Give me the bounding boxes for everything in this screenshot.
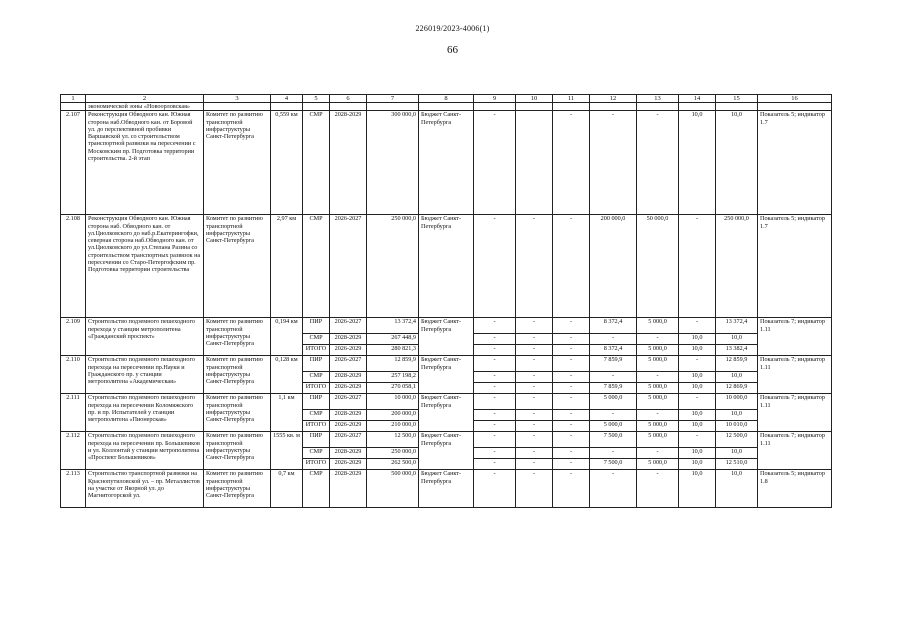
cell-c12: 7 500,0 [590, 459, 637, 470]
cell-c14: - [679, 215, 716, 318]
cell-c15: 13 382,4 [716, 345, 758, 356]
cell-c13: 50 000,0 [637, 215, 679, 318]
cell-period: 2026-2029 [330, 459, 367, 470]
cell-total: 257 198,2 [367, 372, 419, 383]
cell-c12: - [590, 470, 637, 508]
cell-period: 2026-2027 [330, 318, 367, 334]
cell-c11: - [553, 345, 590, 356]
cell-work-type: ПИР [303, 356, 330, 372]
cell-c13: 5 000,0 [637, 432, 679, 448]
cell-work-type: ИТОГО [303, 459, 330, 470]
cell-c12: 8 372,4 [590, 318, 637, 334]
cell-c11: - [553, 421, 590, 432]
cell-c14: 10,0 [679, 421, 716, 432]
cell-length: 1555 кв. м [271, 432, 303, 470]
cell-name: Строительство транспортной развязки на Краснопутиловской ул. – пр. Металлистов на участке от Якорной ул. до Магнитогорской ул. [86, 470, 204, 508]
cell-work-type: ИТОГО [303, 421, 330, 432]
cell-c15: 10 010,0 [716, 421, 758, 432]
column-header: 9 [474, 95, 516, 103]
program-row [61, 470, 832, 508]
cell-c10: - [516, 318, 553, 334]
cell-c10: - [516, 383, 553, 394]
cell-c13: 5 000,0 [637, 383, 679, 394]
cell-c10: - [516, 421, 553, 432]
program-row [61, 111, 832, 215]
cell-num: 2.113 [61, 470, 86, 508]
cell-name: Строительство подземного пешеходного перехода на пересечении пр. Большевиков и ул. Коллонтай у станции метрополитена «Проспект Большевиков» [86, 432, 204, 470]
cell-c15: 10,0 [716, 334, 758, 345]
program-row [61, 318, 832, 334]
document-id: 226019/2023-4006(1) [415, 24, 490, 33]
cell-indicator: Показатель 5; индикатор 1.8 [758, 470, 832, 508]
cell-c9: - [474, 356, 516, 372]
cell-period: 2028-2029 [330, 448, 367, 459]
cell-length: 0,194 км [271, 318, 303, 356]
cell-period: 2026-2027 [330, 432, 367, 448]
cell-indicator: Показатель 5; индикатор 1.7 [758, 111, 832, 215]
cell-num [61, 103, 86, 111]
cell-total: 267 448,9 [367, 334, 419, 345]
cell-c15: 10 000,0 [716, 394, 758, 410]
cell-organization: Комитет по развитию транспортной инфраструктуры Санкт-Петербурга [204, 394, 271, 432]
cell-work-type: СМР [303, 111, 330, 215]
cell-c11: - [553, 470, 590, 508]
column-header: 5 [303, 95, 330, 103]
cell-c15: 12 859,9 [716, 356, 758, 372]
cell-c14: 10,0 [679, 470, 716, 508]
cell-total: 250 000,0 [367, 215, 419, 318]
cell-c14: - [679, 318, 716, 334]
cell-c14: 10,0 [679, 111, 716, 215]
cell-length: 0,7 км [271, 470, 303, 508]
cell-c13: - [637, 470, 679, 508]
column-header: 2 [86, 95, 204, 103]
cell-c13: 5 000,0 [637, 356, 679, 372]
cell-c12: 7 859,9 [590, 383, 637, 394]
cell-c11: - [553, 383, 590, 394]
cell-work-type: СМР [303, 215, 330, 318]
cell-indicator: Показатель 7; индикатор 1.11 [758, 318, 832, 356]
cell-indicator: Показатель 7; индикатор 1.11 [758, 432, 832, 470]
cell-c11: - [553, 410, 590, 421]
column-header: 1 [61, 95, 86, 103]
cell-total: 12 859,9 [367, 356, 419, 372]
cell-c14: 10,0 [679, 410, 716, 421]
cell-c10: - [516, 356, 553, 372]
cell-total: 200 000,0 [367, 410, 419, 421]
cell-num: 2.110 [61, 356, 86, 394]
cell-c11: - [553, 318, 590, 334]
cell-source: Бюджет Санкт-Петербурга [419, 215, 474, 318]
cell-source: Бюджет Санкт-Петербурга [419, 356, 474, 394]
cell-name: экономической зоны «Новоорловская» [86, 103, 204, 111]
cell-work-type: СМР [303, 410, 330, 421]
cell-work-type: ИТОГО [303, 345, 330, 356]
cell-source: Бюджет Санкт-Петербурга [419, 470, 474, 508]
cell-num: 2.109 [61, 318, 86, 356]
program-row [61, 432, 832, 448]
cell-c9: - [474, 111, 516, 215]
column-header: 8 [419, 95, 474, 103]
cell-indicator: Показатель 7; индикатор 1.11 [758, 356, 832, 394]
cell-c9: - [474, 318, 516, 334]
column-header: 13 [637, 95, 679, 103]
cell-c9: - [474, 470, 516, 508]
cell-organization: Комитет по развитию транспортной инфраструктуры Санкт-Петербурга [204, 111, 271, 215]
cell-indicator: Показатель 7; индикатор 1.11 [758, 394, 832, 432]
cell-c15: 12 510,0 [716, 459, 758, 470]
cell-name: Строительство подземного пешеходного перехода на пересечении пр.Науки и Гражданского пр. у станции метрополитена «Академическая» [86, 356, 204, 394]
cell-c12: 7 500,0 [590, 432, 637, 448]
cell-c10 [516, 111, 553, 215]
cell-num: 2.111 [61, 394, 86, 432]
cell-c12: - [590, 448, 637, 459]
cell-c10: - [516, 470, 553, 508]
cell-total: 12 500,0 [367, 432, 419, 448]
cell-c9: - [474, 432, 516, 448]
cell-c13: 5 000,0 [637, 421, 679, 432]
cell-c9: - [474, 345, 516, 356]
cell-c9: - [474, 383, 516, 394]
column-header: 11 [553, 95, 590, 103]
program-row [61, 356, 832, 372]
cell-c10: - [516, 459, 553, 470]
cell-c11: - [553, 394, 590, 410]
cell-period: 2028-2029 [330, 410, 367, 421]
cell-c11: - [553, 215, 590, 318]
cell-total: 210 000,0 [367, 421, 419, 432]
cell-work-type: СМР [303, 470, 330, 508]
cell-c10: - [516, 334, 553, 345]
continuation-row [61, 103, 832, 111]
column-header: 6 [330, 95, 367, 103]
cell-c10: - [516, 372, 553, 383]
cell-c12: 5 000,0 [590, 394, 637, 410]
cell-total: 300 000,0 [367, 111, 419, 215]
cell-c15: 12 869,9 [716, 383, 758, 394]
cell-c15: 12 500,0 [716, 432, 758, 448]
cell-num: 2.108 [61, 215, 86, 318]
cell-c14: - [679, 356, 716, 372]
column-header: 15 [716, 95, 758, 103]
cell-c11: - [553, 372, 590, 383]
cell-total: 13 372,4 [367, 318, 419, 334]
program-row [61, 394, 832, 410]
cell-c13: - [637, 448, 679, 459]
cell-organization: Комитет по развитию транспортной инфраструктуры Санкт-Петербурга [204, 215, 271, 318]
cell-period: 2028-2029 [330, 111, 367, 215]
column-number-row [61, 95, 832, 103]
cell-c14: 10,0 [679, 345, 716, 356]
cell-c15: 10,0 [716, 410, 758, 421]
program-row [61, 215, 832, 318]
cell-c9: - [474, 215, 516, 318]
cell-c14: 10,0 [679, 372, 716, 383]
cell-c14: 10,0 [679, 459, 716, 470]
cell-c12: - [590, 372, 637, 383]
cell-period: 2026-2029 [330, 345, 367, 356]
cell-c10: - [516, 448, 553, 459]
cell-work-type: СМР [303, 448, 330, 459]
cell-length: 1,1 км [271, 394, 303, 432]
cell-c13: 5 000,0 [637, 345, 679, 356]
cell-c9: - [474, 334, 516, 345]
cell-num: 2.112 [61, 432, 86, 470]
cell-source: Бюджет Санкт-Петербурга [419, 111, 474, 215]
cell-total: 500 000,0 [367, 470, 419, 508]
cell-organization: Комитет по развитию транспортной инфраструктуры Санкт-Петербурга [204, 318, 271, 356]
cell-c15: 10,0 [716, 448, 758, 459]
cell-source: Бюджет Санкт-Петербурга [419, 432, 474, 470]
cell-c14: - [679, 432, 716, 448]
page-number: 66 [447, 44, 458, 56]
cell-work-type: ПИР [303, 318, 330, 334]
cell-work-type: СМР [303, 334, 330, 345]
cell-c9: - [474, 394, 516, 410]
cell-c11: - [553, 356, 590, 372]
column-header: 12 [590, 95, 637, 103]
cell-indicator: Показатель 5; индикатор 1.7 [758, 215, 832, 318]
cell-c13: 5 000,0 [637, 318, 679, 334]
cell-work-type: ИТОГО [303, 383, 330, 394]
cell-source: Бюджет Санкт-Петербурга [419, 318, 474, 356]
cell-period: 2026-2027 [330, 394, 367, 410]
cell-c15: 250 000,0 [716, 215, 758, 318]
cell-c9: - [474, 459, 516, 470]
cell-period: 2028-2029 [330, 372, 367, 383]
cell-work-type: СМР [303, 372, 330, 383]
column-header: 7 [367, 95, 419, 103]
cell-work-type: ПИР [303, 432, 330, 448]
cell-c11: - [553, 334, 590, 345]
cell-c10: - [516, 432, 553, 448]
cell-c13: - [637, 111, 679, 215]
cell-c12: 8 372,4 [590, 345, 637, 356]
cell-c12: - [590, 111, 637, 215]
cell-num: 2.107 [61, 111, 86, 215]
cell-c14: 10,0 [679, 383, 716, 394]
cell-c11: - [553, 111, 590, 215]
cell-c11: - [553, 432, 590, 448]
cell-c10: - [516, 215, 553, 318]
cell-period: 2026-2027 [330, 356, 367, 372]
cell-c11: - [553, 448, 590, 459]
cell-total: 270 058,1 [367, 383, 419, 394]
cell-c14: 10,0 [679, 334, 716, 345]
cell-period: 2026-2029 [330, 421, 367, 432]
cell-c12: - [590, 334, 637, 345]
cell-c11: - [553, 459, 590, 470]
cell-c9: - [474, 372, 516, 383]
cell-c10: - [516, 394, 553, 410]
cell-c9: - [474, 421, 516, 432]
cell-c13: 5 000,0 [637, 459, 679, 470]
cell-c14: - [679, 394, 716, 410]
cell-total: 262 500,0 [367, 459, 419, 470]
cell-period: 2026-2029 [330, 383, 367, 394]
program-table [60, 94, 832, 508]
column-header: 4 [271, 95, 303, 103]
cell-c10: - [516, 345, 553, 356]
cell-c15: 13 372,4 [716, 318, 758, 334]
cell-total: 10 000,0 [367, 394, 419, 410]
cell-c9: - [474, 410, 516, 421]
column-header: 3 [204, 95, 271, 103]
cell-length: 0,559 км [271, 111, 303, 215]
cell-work-type: ПИР [303, 394, 330, 410]
cell-c14: 10,0 [679, 448, 716, 459]
cell-name: Строительство подземного пешеходного перехода на пересечении Коломяжского пр. и пр. Испытателей у станции метрополитена «Пионерская» [86, 394, 204, 432]
cell-organization: Комитет по развитию транспортной инфраструктуры Санкт-Петербурга [204, 432, 271, 470]
cell-name: Строительство подземного пешеходного перехода у станции метрополитена «Гражданский проспект» [86, 318, 204, 356]
cell-c15: 10,0 [716, 372, 758, 383]
cell-name: Реконструкция Обводного кан. Южная сторона наб. Обводного кан. от ул.Циолковского до наб.р.Екатерингофки, северная сторона наб.Обводного кан. от ул.Циолковского до ул.Степана Разина со строительством транспортных развязок на пересечении со Старо-Петергофским пр. Подготовка территории строительства [86, 215, 204, 318]
cell-c12: 7 859,9 [590, 356, 637, 372]
cell-organization: Комитет по развитию транспортной инфраструктуры Санкт-Петербурга [204, 470, 271, 508]
cell-c13: - [637, 334, 679, 345]
column-header: 14 [679, 95, 716, 103]
cell-length: 0,128 км [271, 356, 303, 394]
cell-c12: 5 000,0 [590, 421, 637, 432]
cell-name: Реконструкция Обводного кан. Южная сторона наб.Обводного кан. от Боровой ул. до перспективной пробивки Варшавской ул. со строительством транспортной развязки на пересечении с Московским пр. Подготовка территории строительства. 2-й этап [86, 111, 204, 215]
cell-source: Бюджет Санкт-Петербурга [419, 394, 474, 432]
cell-period: 2028-2029 [330, 334, 367, 345]
cell-c15: 10,0 [716, 111, 758, 215]
cell-c9: - [474, 448, 516, 459]
cell-period: 2026-2027 [330, 215, 367, 318]
column-header: 10 [516, 95, 553, 103]
cell-organization: Комитет по развитию транспортной инфраструктуры Санкт-Петербурга [204, 356, 271, 394]
column-header: 16 [758, 95, 832, 103]
cell-total: 280 821,3 [367, 345, 419, 356]
cell-length: 2,97 км [271, 215, 303, 318]
cell-total: 250 000,0 [367, 448, 419, 459]
cell-c10: - [516, 410, 553, 421]
cell-period: 2028-2029 [330, 470, 367, 508]
cell-c12: - [590, 410, 637, 421]
cell-c13: 5 000,0 [637, 394, 679, 410]
cell-c15: 10,0 [716, 470, 758, 508]
cell-c13: - [637, 372, 679, 383]
cell-c13: - [637, 410, 679, 421]
cell-c12: 200 000,0 [590, 215, 637, 318]
